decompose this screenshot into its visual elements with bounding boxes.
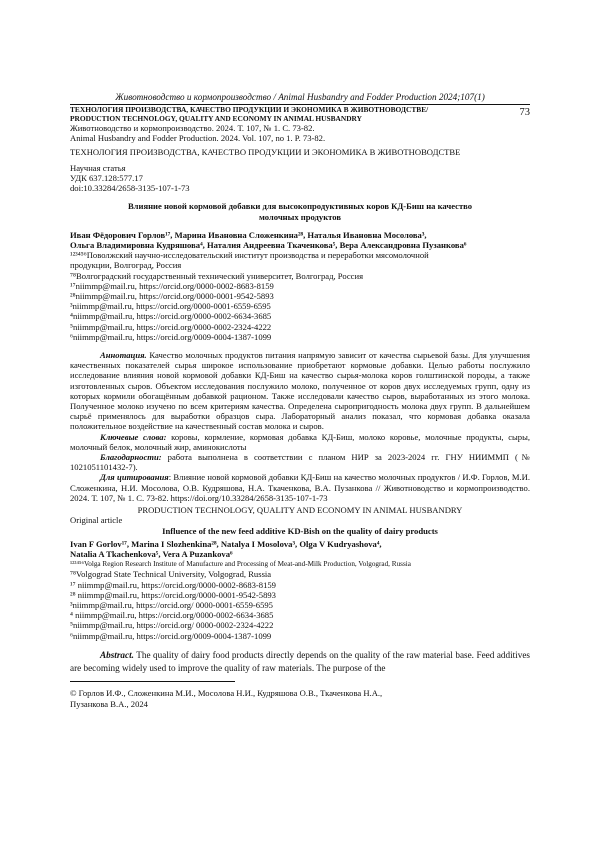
affiliation-en-2: ⁷⁸Volgograd State Technical University, Volgograd, Russia [70, 569, 272, 580]
authors-en-line-1: Ivan F Gorlov¹⁷, Marina I Slozhenkina²⁸, Natalya I Mosolova³, Olga V Kudryashova⁴, [70, 538, 382, 549]
cite-text: : Влияние новой кормовой добавки КД-Биш на качество молочных продуктов / И.Ф. Горлов, М.И. Сложенкина, Н.И. Мосолова, О.В. Кудряшова, Н.А. Ткаченкова, В.А. Пузанкова // Животноводство и кормопроизводство. 2024. Т. 107, № 1. С. 73-82. https://doi.org/10.33284/2658-3135-107-1-73 [70, 472, 531, 503]
email-en-1: ¹⁷ niimmp@mail.ru, https://orcid.org/0000-0002-8683-8159 [70, 579, 276, 590]
email-en-4: ⁴ niimmp@mail.ru, https://orcid.org/0000-0002-6634-3685 [70, 610, 274, 621]
paper-page [70, 92, 530, 710]
page-number: 73 [519, 107, 530, 118]
citation-ru: Животноводство и кормопроизводство. 2024. Т. 107, № 1. С. 73-82. [70, 123, 315, 134]
email-en-6: ⁶niimmp@mail.ru, https://orcid.org/0009-0004-1387-1099 [70, 630, 272, 641]
section-title-ru: ТЕХНОЛОГИЯ ПРОИЗВОДСТВА, КАЧЕСТВО ПРОДУКЦИИ И ЭКОНОМИКА В ЖИВОТНОВОДСТВЕ [70, 146, 461, 157]
email-ru-3: ³niimmp@mail.ru, https://orcid.org/0000-0001-6559-6595 [70, 301, 271, 312]
ack-text: работа выполнена в соответствии с планом НИР за 2023-2024 гг. ГНУ НИИММП (№ 1021051101432-7). [70, 452, 530, 473]
ack-label: Благодарности: [100, 452, 162, 463]
title-en: Influence of the new feed additive KD-Bish on the quality of dairy products [162, 525, 438, 536]
email-en-2: ²⁸ niimmp@mail.ru, https://orcid.org/0000-0001-9542-5893 [70, 589, 276, 600]
section-header-row [70, 106, 530, 123]
ack-paragraph [70, 452, 530, 472]
authors-ru-line-1: Иван Фёдорович Горлов¹⁷, Марина Ивановна Сложенкина²⁸, Наталья Ивановна Мосолова³, [70, 229, 427, 240]
section-title-en: PRODUCTION TECHNOLOGY, QUALITY AND ECONOMY IN ANIMAL HUSBANDRY [137, 505, 463, 516]
title-ru-line-1: Влияние новой кормовой добавки для высокопродуктивных коров КД-Биш на качество [127, 201, 473, 212]
annotation-label: Аннотация. [100, 350, 147, 361]
email-ru-1: ¹⁷niimmp@mail.ru, https://orcid.org/0000-0002-8683-8159 [70, 280, 274, 291]
citation-en: Animal Husbandry and Fodder Production. 2024. Vol. 107, no 1. P. 73-82. [70, 133, 326, 144]
title-ru-line-2: молочных продуктов [259, 211, 341, 222]
keywords-paragraph [70, 432, 530, 452]
email-en-3: ³niimmp@mail.ru, https://orcid.org/ 0000-0001-6559-6595 [70, 599, 273, 610]
affiliation-ru-1: ¹²³⁴⁵⁶Поволжский научно-исследовательский институт производства и переработки мясомолочной [70, 250, 429, 261]
article-type-en: Original article [70, 515, 123, 526]
section-head-bold-2: PRODUCTION TECHNOLOGY, QUALITY AND ECONOMY IN ANIMAL HUSBANDRY [70, 113, 362, 123]
copyright-line-1: © Горлов И.Ф., Сложенкина М.И., Мосолова Н.И., Кудряшова О.В., Ткаченкова Н.А., [70, 687, 383, 698]
email-en-5: ⁵niimmp@mail.ru, https://orcid.org/ 0000-0002-2324-4222 [70, 620, 274, 631]
affiliation-ru-2: продукции, Волгоград, Россия [70, 260, 182, 271]
email-ru-4: ⁴niimmp@mail.ru, https://orcid.org/0000-0002-6634-3685 [70, 311, 272, 322]
authors-ru-line-2: Ольга Владимировна Кудряшова⁴, Наталия Андреевна Ткаченкова⁵, Вера Александровна Пузанкова⁶ [70, 240, 467, 251]
affiliation-en-1: ¹²³⁴⁵⁶Volga Region Research Institute of Manufacture and Processing of Meat-and-Milk Production, Volgograd, Russia [70, 560, 411, 569]
keywords-text: коровы, кормление, кормовая добавка КД-Биш, молоко коровье, молочные продукты, сыры, молочный белок, молочный жир, аминокислоты [70, 431, 530, 452]
email-ru-6: ⁶niimmp@mail.ru, https://orcid.org/0009-0004-1387-1099 [70, 331, 272, 342]
journal-header: Животноводство и кормопроизводство / Animal Husbandry and Fodder Production 2024;107(1) [115, 92, 485, 102]
cite-paragraph [70, 472, 530, 503]
annotation-text: Качество молочных продуктов питания напрямую зависит от качества сырьевой базы. Для улучшения качественных показателей сырья широкое использование приобретают кормовые добавки. Целью работы послужило исследование влияния новой кормовой добавки КД-Биш на качество сырья-молока коров голштинской породы, а также изготовленных сыров. Объектом исследования послужило молоко, полученное от коров двух исследуемых групп, одну из которых кормили обогащённым добавкой рационом. Также исследовали качество сыров, выработанных из этого молока. Полученное молоко изучено по всем критериям качества. Определена сыропригодность молока двух групп. В дальнейшем сырьё применялось для выработки образцов сыра. Лабораторный анализ показал, что кормовая добавка оказала положительное воздействие на качественный состав молока и сыров. [70, 350, 530, 432]
annotation-paragraph [70, 350, 530, 432]
abstract-paragraph [70, 649, 530, 675]
affiliation-ru-3: ⁷⁸Волгоградский государственный технический университет, Волгоград, Россия [70, 270, 364, 281]
article-type-ru: Научная статья [70, 162, 126, 173]
copyright-line-2: Пузанкова В.А., 2024 [70, 698, 148, 709]
email-ru-5: ⁵niimmp@mail.ru, https://orcid.org/0000-0002-2324-4222 [70, 321, 272, 332]
udk: УДК 637.128:577.17 [70, 173, 143, 183]
authors-en-line-2: Natalia A Tkachenkova⁵, Vera A Puzankova⁶ [70, 548, 233, 559]
footnote-rule [70, 681, 235, 682]
cite-label: Для цитирования [100, 472, 169, 483]
keywords-label: Ключевые слова: [100, 431, 167, 442]
doi: doi:10.33284/2658-3135-107-1-73 [70, 183, 190, 194]
abstract-label: Abstract. [100, 649, 134, 660]
email-ru-2: ²⁸niimmp@mail.ru, https://orcid.org/0000-0001-9542-5893 [70, 291, 274, 302]
section-head-bold-1: ТЕХНОЛОГИЯ ПРОИЗВОДСТВА, КАЧЕСТВО ПРОДУКЦИИ И ЭКОНОМИКА В ЖИВОТНОВОДСТВЕ/ [70, 105, 429, 114]
abstract-text: The quality of dairy food products directly depends on the quality of the raw material base. Feed additives are becoming widely used to improve the quality of raw materials. The purpose of the [70, 649, 530, 673]
